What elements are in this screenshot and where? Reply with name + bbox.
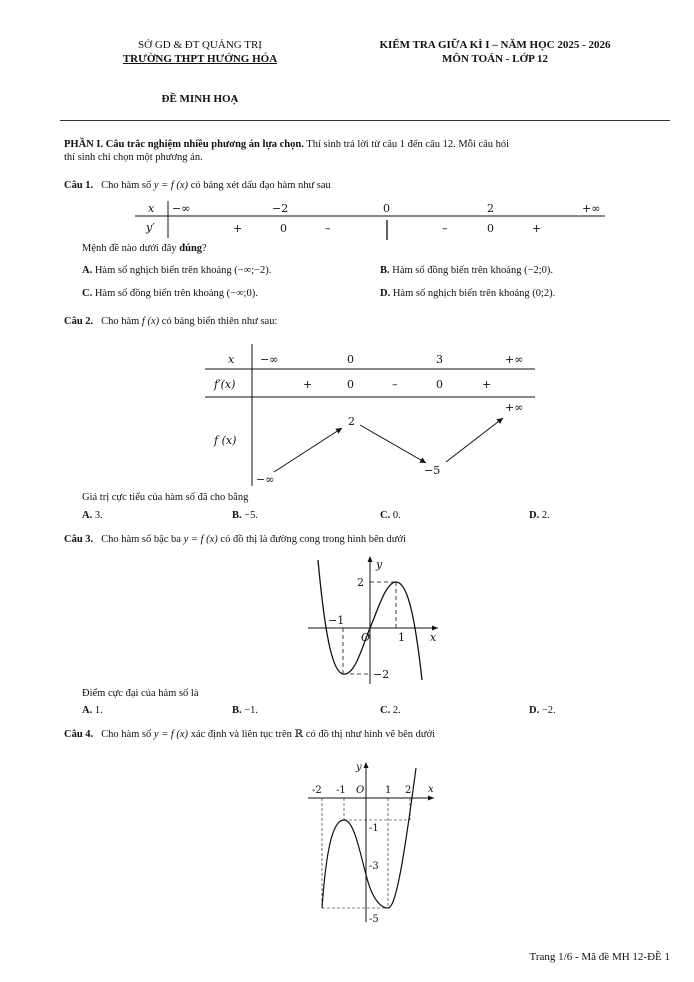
q1-table-x-head: x — [148, 202, 155, 215]
q2-variation-table — [200, 340, 540, 488]
q1-func: y = f (x) — [153, 180, 189, 191]
q1-sign: – — [325, 222, 331, 235]
q1-x-value: 2 — [487, 202, 494, 215]
q1-text-pre: Cho hàm số — [101, 180, 154, 191]
q1-option-b[interactable] — [380, 264, 553, 277]
option-letter: B. — [232, 705, 242, 716]
option-text: Hàm số nghịch biến trên khoảng (−∞;−2). — [94, 265, 272, 276]
q2-sign: 0 — [347, 378, 354, 391]
option-text: Hàm số đồng biến trên khoảng (−∞;0). — [94, 288, 258, 299]
q3-text-post: có đồ thị là đường cong trong hình bên dưới — [217, 534, 406, 545]
q2-table-fp-head: f′(x) — [214, 378, 236, 391]
q3-func: y = f (x) — [183, 534, 218, 545]
q1-sign: + — [233, 222, 243, 235]
q1-sign: 0 — [280, 222, 287, 235]
option-text: 2. — [541, 510, 550, 521]
q4-label-xm1: -1 — [336, 785, 346, 796]
department-name: SỞ GD & ĐT QUẢNG TRỊ — [138, 39, 262, 51]
q3-option-c[interactable] — [380, 704, 401, 717]
option-letter: B. — [380, 265, 390, 276]
q3-label-neg-one: −1 — [328, 614, 345, 627]
q1-question — [82, 243, 207, 254]
q4-label-ym3: -3 — [369, 861, 379, 872]
q2-option-c[interactable] — [380, 509, 401, 522]
school-name: TRƯỜNG THPT HƯỚNG HÓA — [122, 53, 278, 65]
option-text: 0. — [392, 510, 401, 521]
subject-title: MÔN TOÁN - LỚP 12 — [442, 53, 548, 65]
q1-sign-table — [130, 198, 610, 242]
q1-option-a[interactable] — [82, 264, 271, 277]
q4-label-ym1: -1 — [369, 823, 379, 834]
q4-graph — [300, 758, 445, 930]
q2-x-value: +∞ — [505, 353, 524, 366]
q3-option-a[interactable] — [82, 704, 103, 717]
q1-question-bold: đúng — [179, 243, 203, 254]
q4-label-x1: 1 — [385, 785, 392, 796]
q3-label-x: x — [430, 631, 437, 644]
header-right — [345, 38, 645, 66]
q2-stem — [64, 316, 277, 327]
q3-label-one: 1 — [398, 631, 405, 644]
header-divider — [60, 120, 670, 121]
option-letter: C. — [82, 288, 93, 299]
q1-x-value: 0 — [383, 202, 390, 215]
option-text: −5. — [244, 510, 259, 521]
q4-label-ym5: -5 — [369, 914, 379, 925]
q1-text-post: có bảng xét dấu đạo hàm như sau — [188, 180, 331, 191]
q3-graph — [300, 552, 450, 688]
q2-text-pre: Cho hàm — [101, 316, 142, 327]
option-text: 3. — [94, 510, 103, 521]
option-letter: A. — [82, 510, 93, 521]
q1-sign: + — [532, 222, 542, 235]
q3-option-d[interactable] — [529, 704, 556, 717]
q1-sign: 0 — [487, 222, 494, 235]
q1-question-pre: Mệnh đề nào dưới đây — [82, 243, 180, 254]
exam-subtitle: ĐỀ MINH HOẠ — [161, 93, 239, 105]
q2-f-value: 2 — [348, 415, 355, 428]
option-text: Hàm số đồng biến trên khoảng (−2;0). — [392, 265, 554, 276]
option-letter: A. — [82, 265, 93, 276]
q3-question: Điểm cực đại của hàm số là — [82, 688, 199, 699]
q2-f-value: −∞ — [256, 473, 275, 486]
option-letter: C. — [380, 510, 391, 521]
q1-label: Câu 1. — [64, 180, 94, 191]
q4-text-pre: Cho hàm số — [101, 729, 154, 740]
q4-label: Câu 4. — [64, 729, 94, 740]
q1-question-post: ? — [202, 243, 207, 254]
option-text: −1. — [244, 705, 259, 716]
q4-label-xm2: -2 — [312, 785, 322, 796]
q2-func: f (x) — [141, 316, 160, 327]
page-footer: Trang 1/6 - Mã đề MH 12-ĐỀ 1 — [529, 951, 670, 963]
q2-f-value: −5 — [424, 464, 441, 477]
option-letter: C. — [380, 705, 391, 716]
part1-intro — [64, 138, 674, 164]
q1-x-value: −2 — [272, 202, 289, 215]
q1-option-c[interactable] — [82, 287, 258, 300]
option-text: −2. — [541, 705, 556, 716]
option-letter: D. — [380, 288, 391, 299]
q3-label-neg-two: −2 — [373, 668, 390, 681]
q1-stem — [64, 180, 331, 191]
q2-x-value: 0 — [347, 353, 354, 366]
q3-label-origin: O — [361, 631, 371, 644]
q4-label-y: y — [356, 762, 362, 773]
option-letter: D. — [529, 510, 540, 521]
q2-text-post: có bảng biến thiên như sau: — [159, 316, 278, 327]
q2-f-value: +∞ — [505, 401, 524, 414]
part1-instruction: Thí sinh trả lời từ câu 1 đến câu 12. Mỗi câu hỏi — [303, 139, 510, 150]
q2-table-x-head: x — [228, 353, 235, 366]
q4-label-x: x — [428, 784, 434, 795]
q1-sign: – — [442, 222, 448, 235]
q2-sign: + — [482, 378, 492, 391]
option-letter: A. — [82, 705, 93, 716]
q4-stem — [64, 728, 435, 740]
q2-sign: 0 — [436, 378, 443, 391]
header-left — [95, 38, 305, 66]
part1-instruction-2: thí sinh chỉ chọn một phương án. — [64, 152, 203, 163]
q4-label-origin: O — [356, 785, 365, 796]
q1-option-d[interactable] — [380, 287, 555, 300]
q1-table-y-head: y′ — [146, 221, 155, 234]
q3-label-two: 2 — [357, 576, 364, 589]
q2-label: Câu 2. — [64, 316, 94, 327]
exam-title: KIỂM TRA GIỮA KÌ I – NĂM HỌC 2025 - 2026 — [379, 39, 611, 51]
q3-option-b[interactable] — [232, 704, 258, 717]
q4-label-x2: 2 — [405, 785, 412, 796]
q2-sign: + — [303, 378, 313, 391]
option-text: 1. — [94, 705, 103, 716]
q3-stem — [64, 534, 406, 545]
q3-label: Câu 3. — [64, 534, 94, 545]
q2-table-f-head: f (x) — [214, 434, 237, 447]
q1-x-value: +∞ — [582, 202, 601, 215]
q4-func: y = f (x) — [153, 729, 189, 740]
option-text: 2. — [392, 705, 401, 716]
q2-question: Giá trị cực tiểu của hàm số đã cho bằng — [82, 492, 249, 503]
option-text: Hàm số nghịch biến trên khoảng (0;2). — [392, 288, 556, 299]
q2-option-a[interactable] — [82, 509, 103, 522]
part1-title: PHẦN I. Câu trắc nghiệm nhiều phương án lựa chọn. — [64, 139, 304, 150]
q3-label-y: y — [376, 558, 383, 571]
option-letter: B. — [232, 510, 242, 521]
q2-x-value: −∞ — [260, 353, 279, 366]
q4-text-post: xác định và liên tục trên ℝ có đồ thị như hình vẽ bên dưới — [188, 729, 436, 740]
option-letter: D. — [529, 705, 540, 716]
q2-option-b[interactable] — [232, 509, 258, 522]
q2-sign: – — [392, 378, 398, 391]
q2-option-d[interactable] — [529, 509, 550, 522]
q1-x-value: −∞ — [172, 202, 191, 215]
q2-x-value: 3 — [436, 353, 443, 366]
q3-text-pre: Cho hàm số bậc ba — [101, 534, 184, 545]
